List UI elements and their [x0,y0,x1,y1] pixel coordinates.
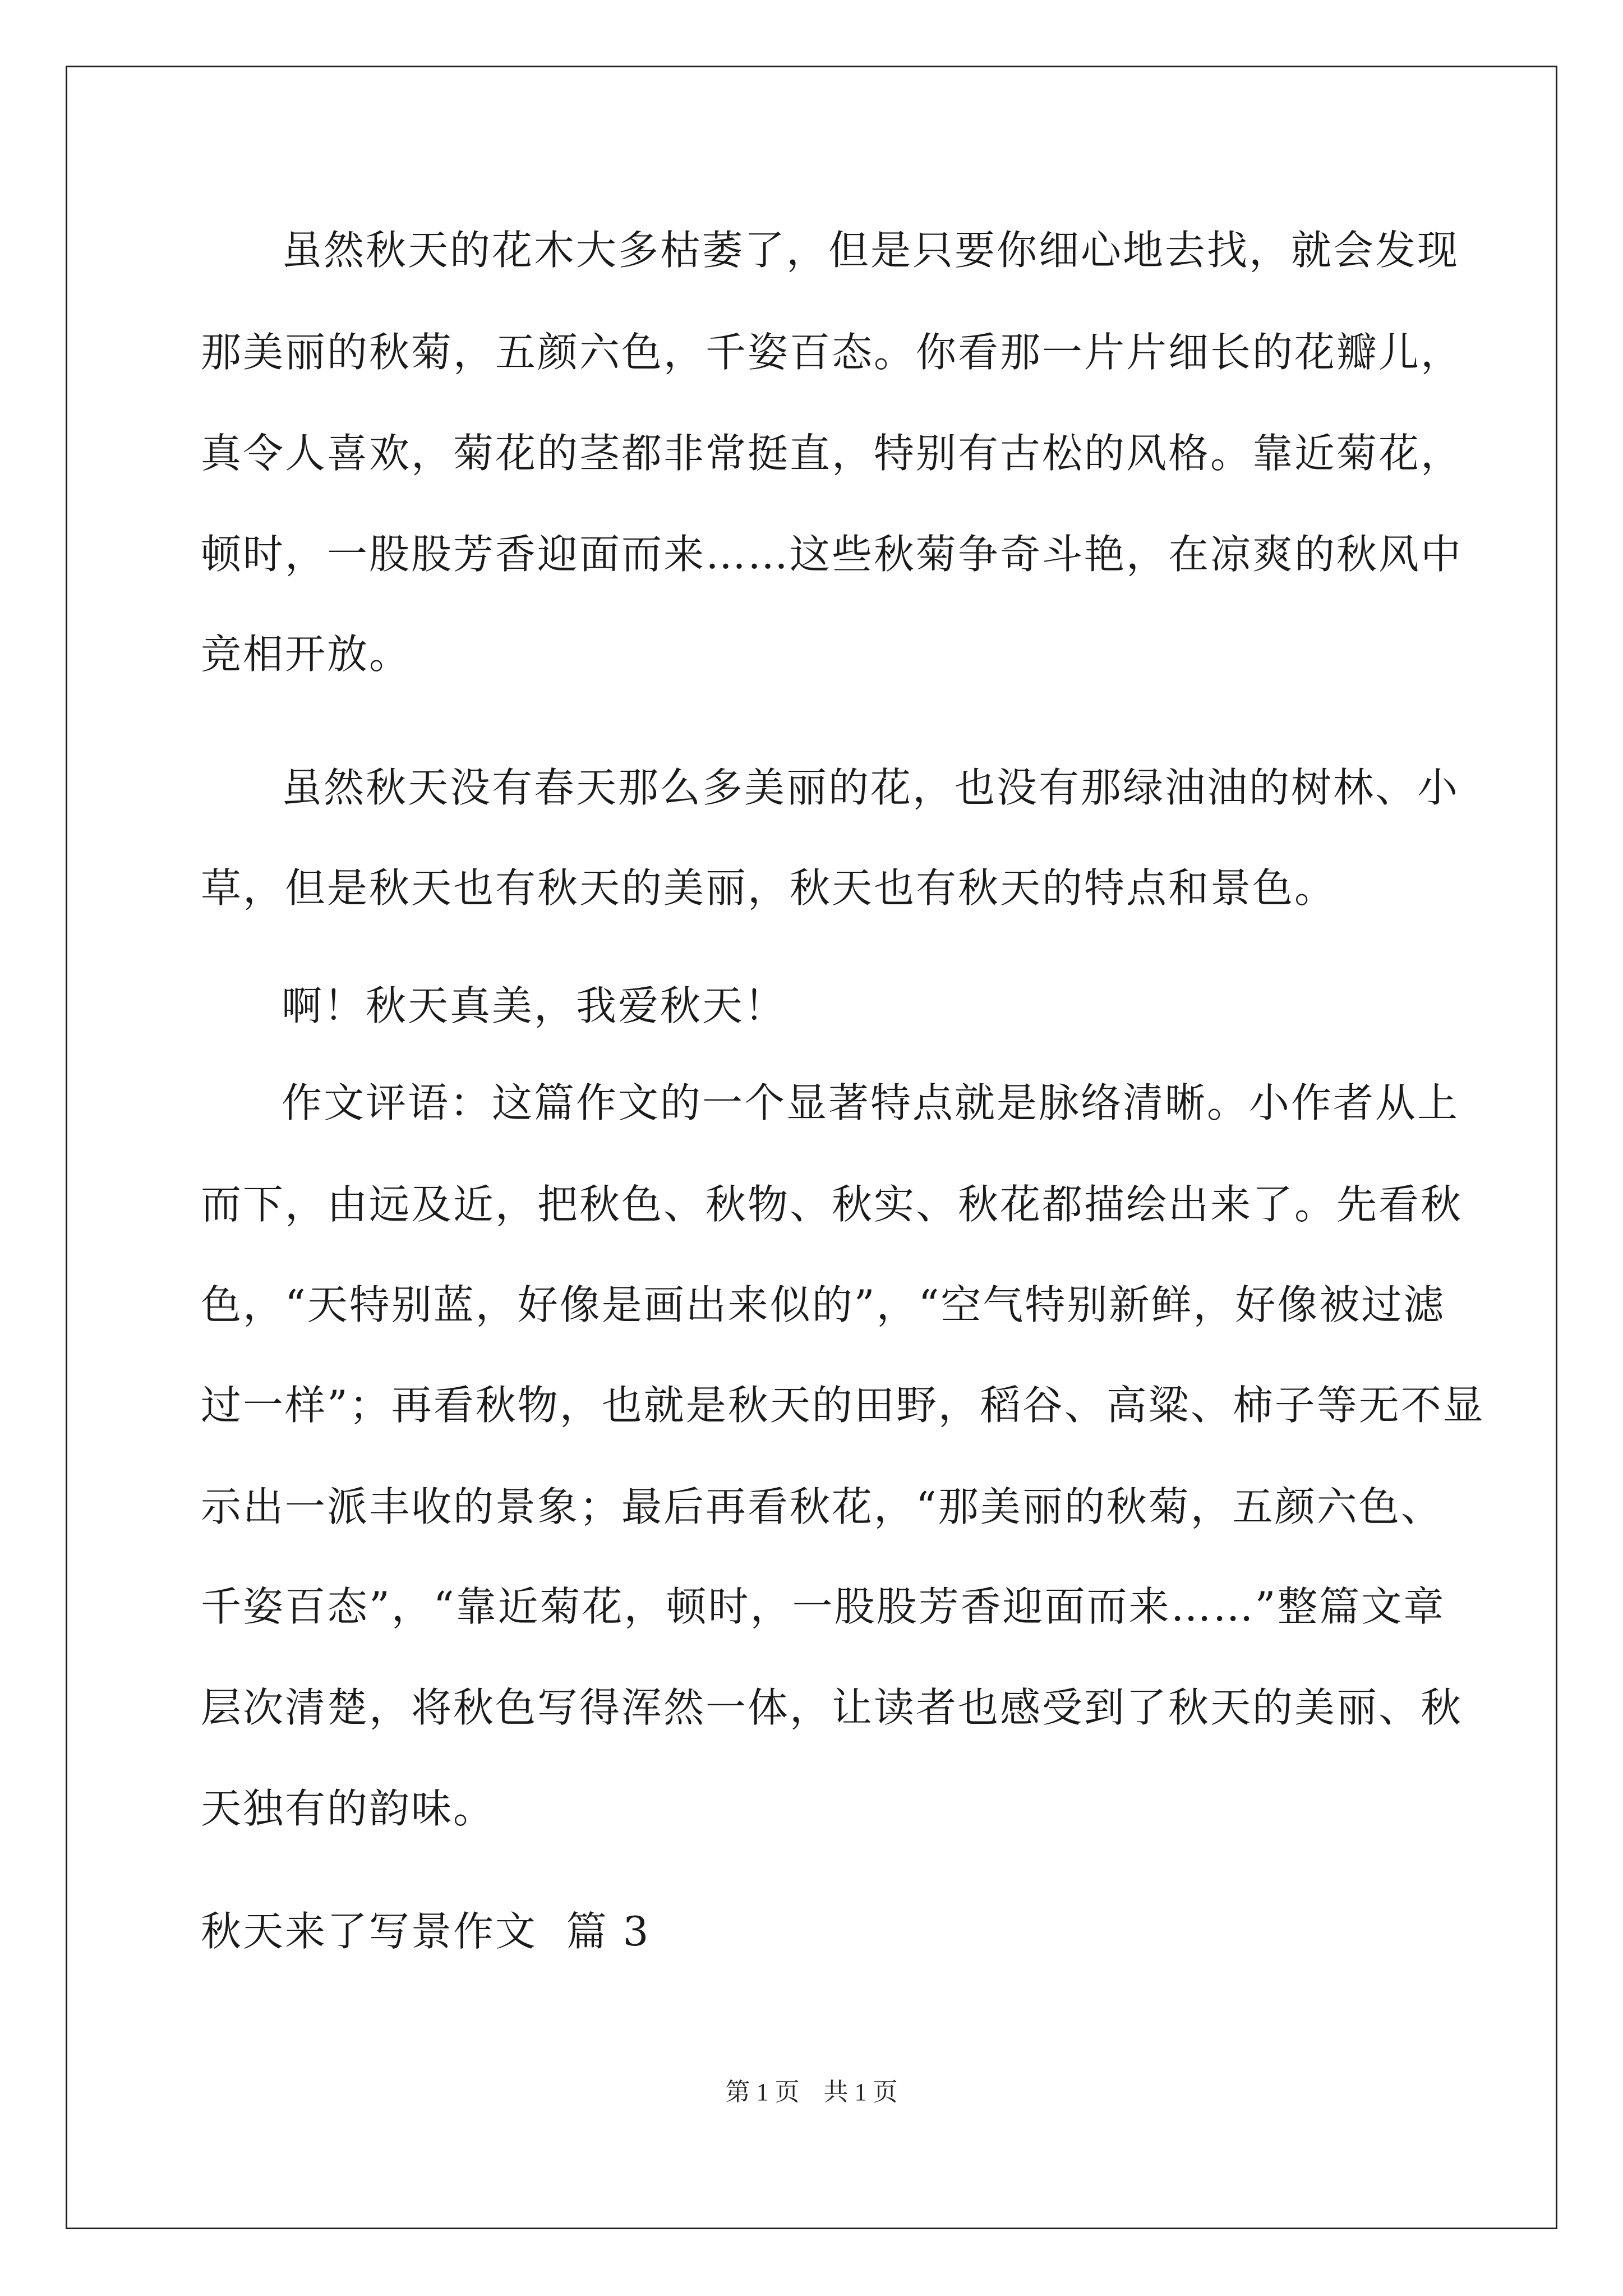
paragraph-4-line-2: 而下，由远及近，把秋色、秋物、秋实、秋花都描绘出来了。先看秋 [201,1181,1463,1228]
paragraph-1-line-5: 竞相开放。 [201,631,412,678]
paragraph-1-line-2: 那美丽的秋菊，五颜六色，千姿百态。你看那一片片细长的花瓣儿， [201,329,1463,376]
paragraph-1-line-4: 顿时，一股股芳香迎面而来……这些秋菊争奇斗艳，在凉爽的秋风中 [201,531,1463,578]
paragraph-2-line-1: 虽然秋天没有春天那么多美丽的花，也没有那绿油油的树林、小 [282,764,1460,811]
paragraph-4-line-4: 过一样”；再看秋物，也就是秋天的田野，稻谷、高粱、柿子等无不显 [201,1382,1485,1429]
paragraph-4-line-3: 色，“天特别蓝，好像是画出来似的”，“空气特别新鲜，好像被过滤 [201,1281,1446,1328]
page-total: 共 1 页 [823,2078,898,2106]
paragraph-2-line-2: 草，但是秋天也有秋天的美丽，秋天也有秋天的特点和景色。 [201,864,1337,912]
page-footer [0,2076,1623,2109]
page-number: 第 1 页 [725,2078,800,2106]
paragraph-4-line-1: 作文评语：这篇作文的一个显著特点就是脉络清晰。小作者从上 [282,1079,1460,1126]
paragraph-4-line-6: 千姿百态”，“靠近菊花，顿时，一股股芳香迎面而来……”整篇文章 [201,1583,1446,1630]
paragraph-1-line-3: 真令人喜欢，菊花的茎都非常挺直，特别有古松的风格。靠近菊花， [201,430,1463,477]
paragraph-3-line-1: 啊！秋天真美，我爱秋天！ [282,982,787,1029]
section-heading: 秋天来了写景作文 篇 3 [201,1908,651,1955]
paragraph-4-line-7: 层次清楚，将秋色写得浑然一体，让读者也感受到了秋天的美丽、秋 [201,1684,1463,1731]
paragraph-1-line-1: 虽然秋天的花木大多枯萎了，但是只要你细心地去找，就会发现 [282,227,1460,274]
paragraph-4-line-5: 示出一派丰收的景象；最后再看秋花，“那美丽的秋菊，五颜六色、 [201,1483,1443,1530]
paragraph-4-line-8: 天独有的韵味。 [201,1785,496,1832]
